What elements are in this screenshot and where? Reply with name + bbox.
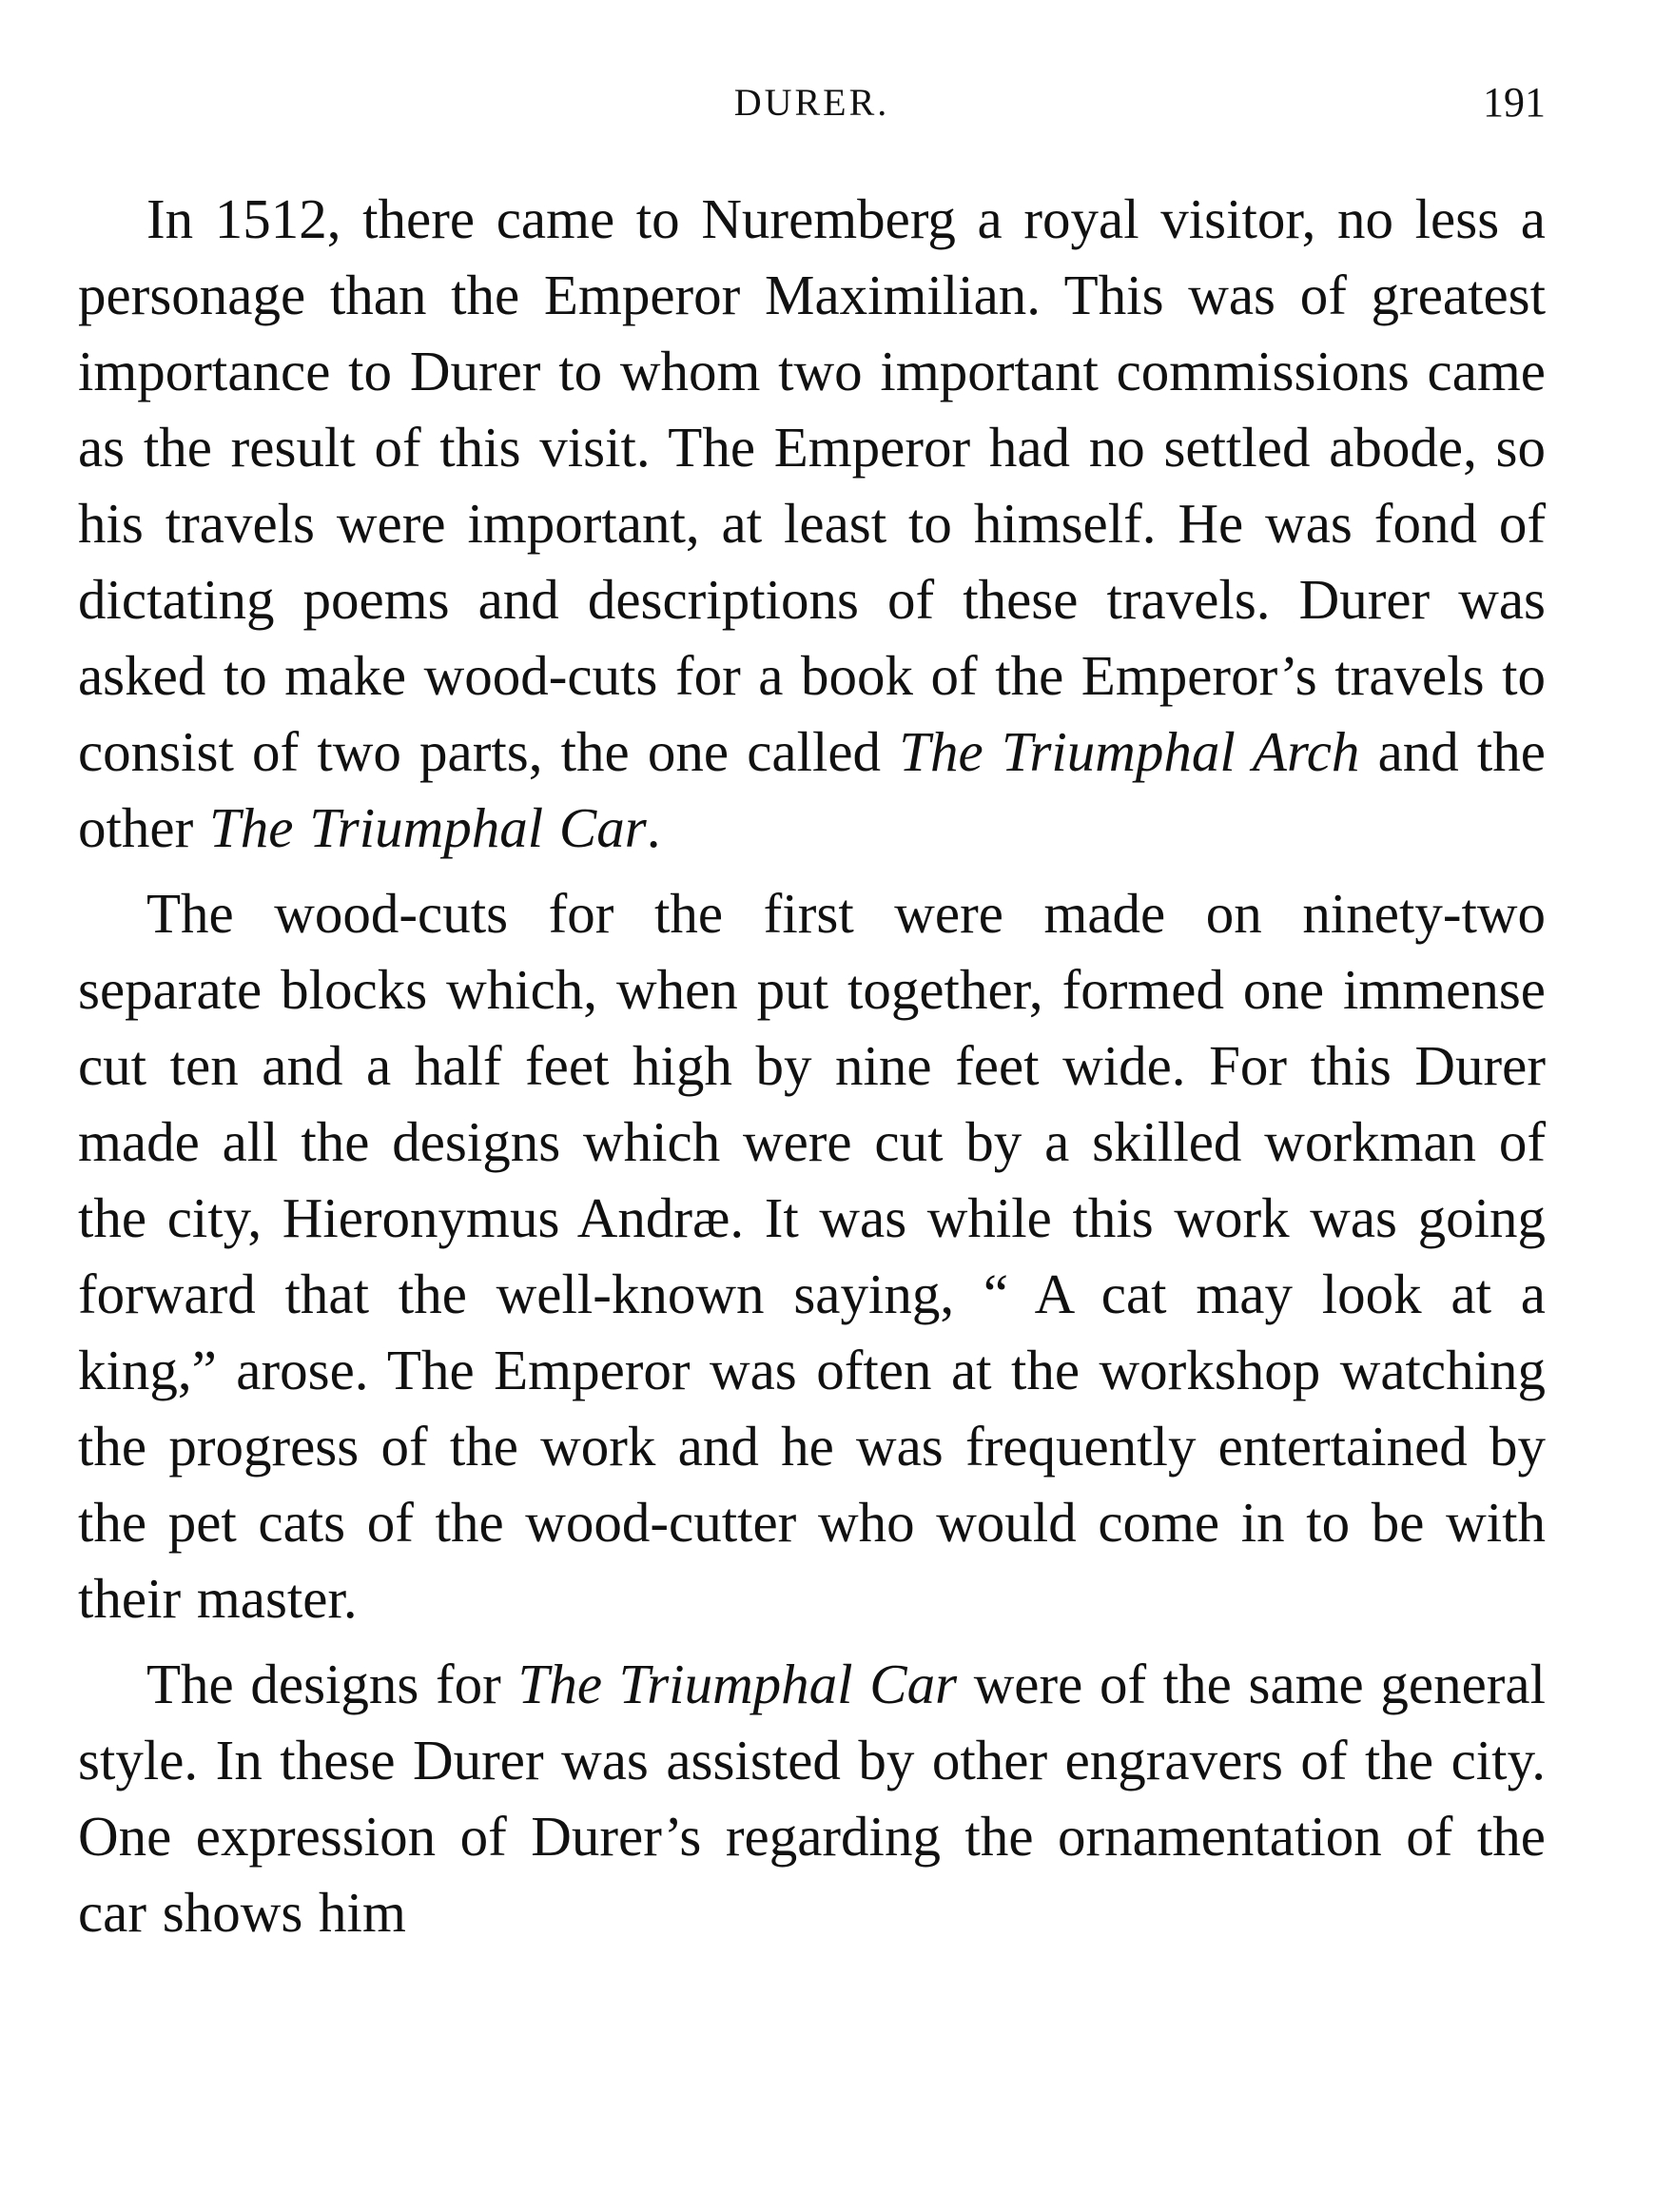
paragraph-1-text-2: and the other (78, 720, 1546, 859)
body-text (78, 181, 1546, 1950)
paragraph-3 (78, 1646, 1546, 1950)
paragraph-1-text: In 1512, there came to Nuremberg a royal visitor, no less a personage than the Emperor Maximilian. This was of greatest importance to Durer to whom two important commissions came as the result of this visit. The Emperor had no settled abode, so his travels were important, at least to himself. He was fond of dictating poems and descriptions of these travels. Durer was asked to make wood-cuts for a book of the Emperor’s travels to consist of two parts, the one called (78, 187, 1546, 783)
title-triumphal-car: The Triumphal Car (208, 796, 647, 859)
page-number: 191 (1483, 79, 1546, 126)
paragraph-2: The wood-cuts for the first were made on ninety-two separate blocks which, when put together, formed one immense cut ten and a half feet high by nine feet wide. For this Durer made all the designs which were cut by a skilled workman of the city, Hieronymus Andræ. It was while this work was going forward that the well-known saying, “ A cat may look at a king,” arose. The Emperor was often at the workshop watching the progress of the work and he was frequently entertained by the pet cats of the wood-cutter who would come in to be with their master. (78, 882, 1546, 1630)
running-head (78, 74, 1546, 131)
title-triumphal-arch: The Triumphal Arch (899, 720, 1360, 783)
title-triumphal-car-2: The Triumphal Car (517, 1653, 958, 1715)
paragraph-3-text: The designs for (146, 1653, 518, 1715)
paragraph-1 (78, 181, 1546, 866)
running-title: DURER. (733, 81, 890, 124)
paragraph-1-end: . (646, 796, 661, 859)
paragraph-3-text-2: were of the same general style. In these Durer was assisted by other engravers of the city. One expression of Durer’s regarding the ornamentation of the car shows him (78, 1653, 1547, 1944)
